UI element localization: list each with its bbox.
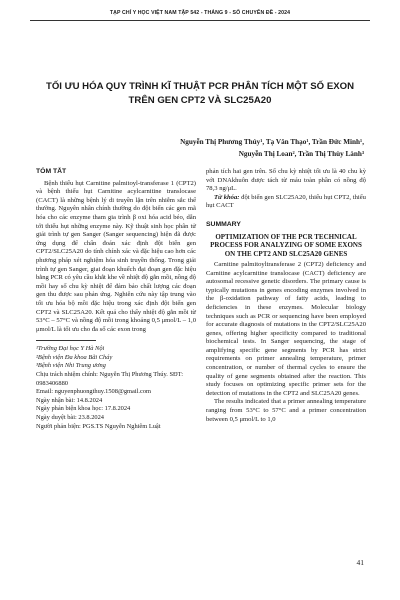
- header-rule: [30, 20, 370, 21]
- accepted-date: Ngày duyệt bài: 23.8.2024: [36, 414, 104, 422]
- reviewer: Người phản biện: PGS.TS Nguyễn Nghiêm Luật: [36, 422, 161, 430]
- footnote-affiliation-2: ²Bệnh viện Đa khoa Bãi Cháy: [36, 353, 113, 361]
- footnote-affiliation-1: ¹Trường Đại học Y Hà Nội: [36, 345, 105, 353]
- article-title-line-2: TRÊN GEN CPT2 VÀ SLC25A20: [128, 95, 272, 106]
- authors-line-1: Nguyễn Thị Phương Thúy¹, Tạ Văn Thạo¹, Trần Đức Minh¹,: [180, 138, 364, 146]
- corresponding-author: Chịu trách nhiệm chính: Nguyễn Thị Phương Thúy. SĐT: 0983406880: [36, 371, 183, 387]
- authors-line-2: Nguyễn Thị Loan², Trần Thị Thùy Lành³: [238, 149, 364, 158]
- review-date: Ngày phản biện khoa học: 17.8.2024: [36, 405, 131, 413]
- footnote-rule: [36, 340, 96, 341]
- article-title-line-1: TỐI ƯU HÓA QUY TRÌNH KĨ THUẬT PCR PHÂN TÍCH MỘT SỐ EXON: [45, 81, 355, 92]
- abstract-vi-continuation: phản tích hai gen trên. Số chu kỳ nhiệt tối ưu là 40 chu kỳ với DNAkhuôn được tách từ máu toàn phần có nồng độ 78,3 ng/μL.: [206, 168, 366, 193]
- page-number: 41: [356, 558, 364, 567]
- keywords: [206, 194, 366, 211]
- abstract-en-paragraph-2: The results indicated that a primer annealing temperature ranging from 53°C to 57°C and a primer concentration between 0,5 μmol/L to 1,0: [206, 398, 366, 423]
- abstract-vi-paragraph: Bệnh thiếu hụt Carnitine palmitoyl-transferase 1 (CPT2) và bệnh thiếu hụt Carnitine acylcarnitine translocase (CACT) là những bệnh lý di truyền lặn trên nhiễm sắc thể thường. Nguyên nhân chính thường do đột biến các gen mã hóa cho các enzyme tham gia trình β oxi hóa acid béo, dẫn tới thiếu hụt những enzyme này. Kỹ thuật sinh học phân tử giải trình tự gen Sanger (Sanger sequencing) hiện đã được ứng dụng để chẩn đoán xác định đột biến gen CPT2/SLC25A20 do tính chính xác và đặc hiệu cao hơn các phương pháp xét nghiệm hóa sinh truyền thống. Trong giải trình tự gen Sanger, giai đoạn khuếch đại đoạn gen đặc hiệu bằng PCR có yêu cầu khắt khe về nhiệt độ gắn mồi, nồng độ mồi hay số chu kỳ nhiệt để đảm bảo chất lượng các đoạn gen thu được sau phản ứng. Nghiên cứu này tập trung vào tối ưu hóa bộ mồi đặc hiệu trong xác định đột biến gen CPT2 và SLC25A20. Kết quả cho thấy nhiệt độ gắn mồi từ 53°C – 57°C và nồng độ mồi trong khoảng 0,5 μmol/L – 1,0 μmol/L là tối ưu cho đa số các exon trong: [36, 179, 196, 333]
- author-email: Email: nguyenphuongthuy.1508@gmail.com: [36, 388, 151, 396]
- footnote-affiliation-3: ³Bệnh viện Nhi Trung ương: [36, 362, 106, 370]
- summary-heading: SUMMARY: [206, 220, 241, 228]
- left-column: [36, 168, 196, 431]
- abstract-heading: TÓM TẮT: [36, 168, 67, 175]
- article-title: [40, 80, 360, 108]
- received-date: Ngày nhận bài: 14.8.2024: [36, 396, 103, 404]
- running-head: TẠP CHÍ Y HỌC VIỆT NAM TẬP 542 - THÁNG 9 - SỐ CHUYÊN ĐỀ - 2024: [109, 10, 291, 16]
- author-list: [64, 137, 364, 160]
- right-column: [206, 168, 366, 424]
- abstract-en-paragraph-1: Carnitine palmitoyltransferase 2 (CPT2) deficiency and Carnitine acylcarnitine translocase (CACT) deficiency are autosomal recessive genetic disorders. The primary cause is typically mutations in genes encoding enzymes involved in the β-oxidation pathway of fatty acids, leading to deficiencies in these enzymes. Molecular biology techniques such as PCR or sequencing have been employed for accurate diagnosis of mutations in the CPT2/SLC25A20 genes, offering higher specificity compared to traditional biochemical tests. In Sanger sequencing, the stage of amplifying specific gene segments by PCR has strict requirements on primer annealing temperature, primer concentration, or number of thermal cycles to ensure the quality of gene segments obtained after the reaction. This study focuses on optimizing specific primer sets for the detection of mutations in the CPT2 and SLC25A20 genes.: [206, 260, 366, 397]
- english-title: OPTIMIZATION OF THE PCR TECHNICAL PROCESS FOR ANALYZING OF SOME EXONS ON THE CPT2 AND SLC25A20 GENES: [210, 232, 362, 259]
- keywords-label: Từ khóa:: [214, 193, 240, 201]
- keywords-text: đột biến gen SLC25A20, thiếu hụt CPT2, thiếu hụt CACT: [206, 193, 366, 210]
- footnotes: [36, 345, 196, 431]
